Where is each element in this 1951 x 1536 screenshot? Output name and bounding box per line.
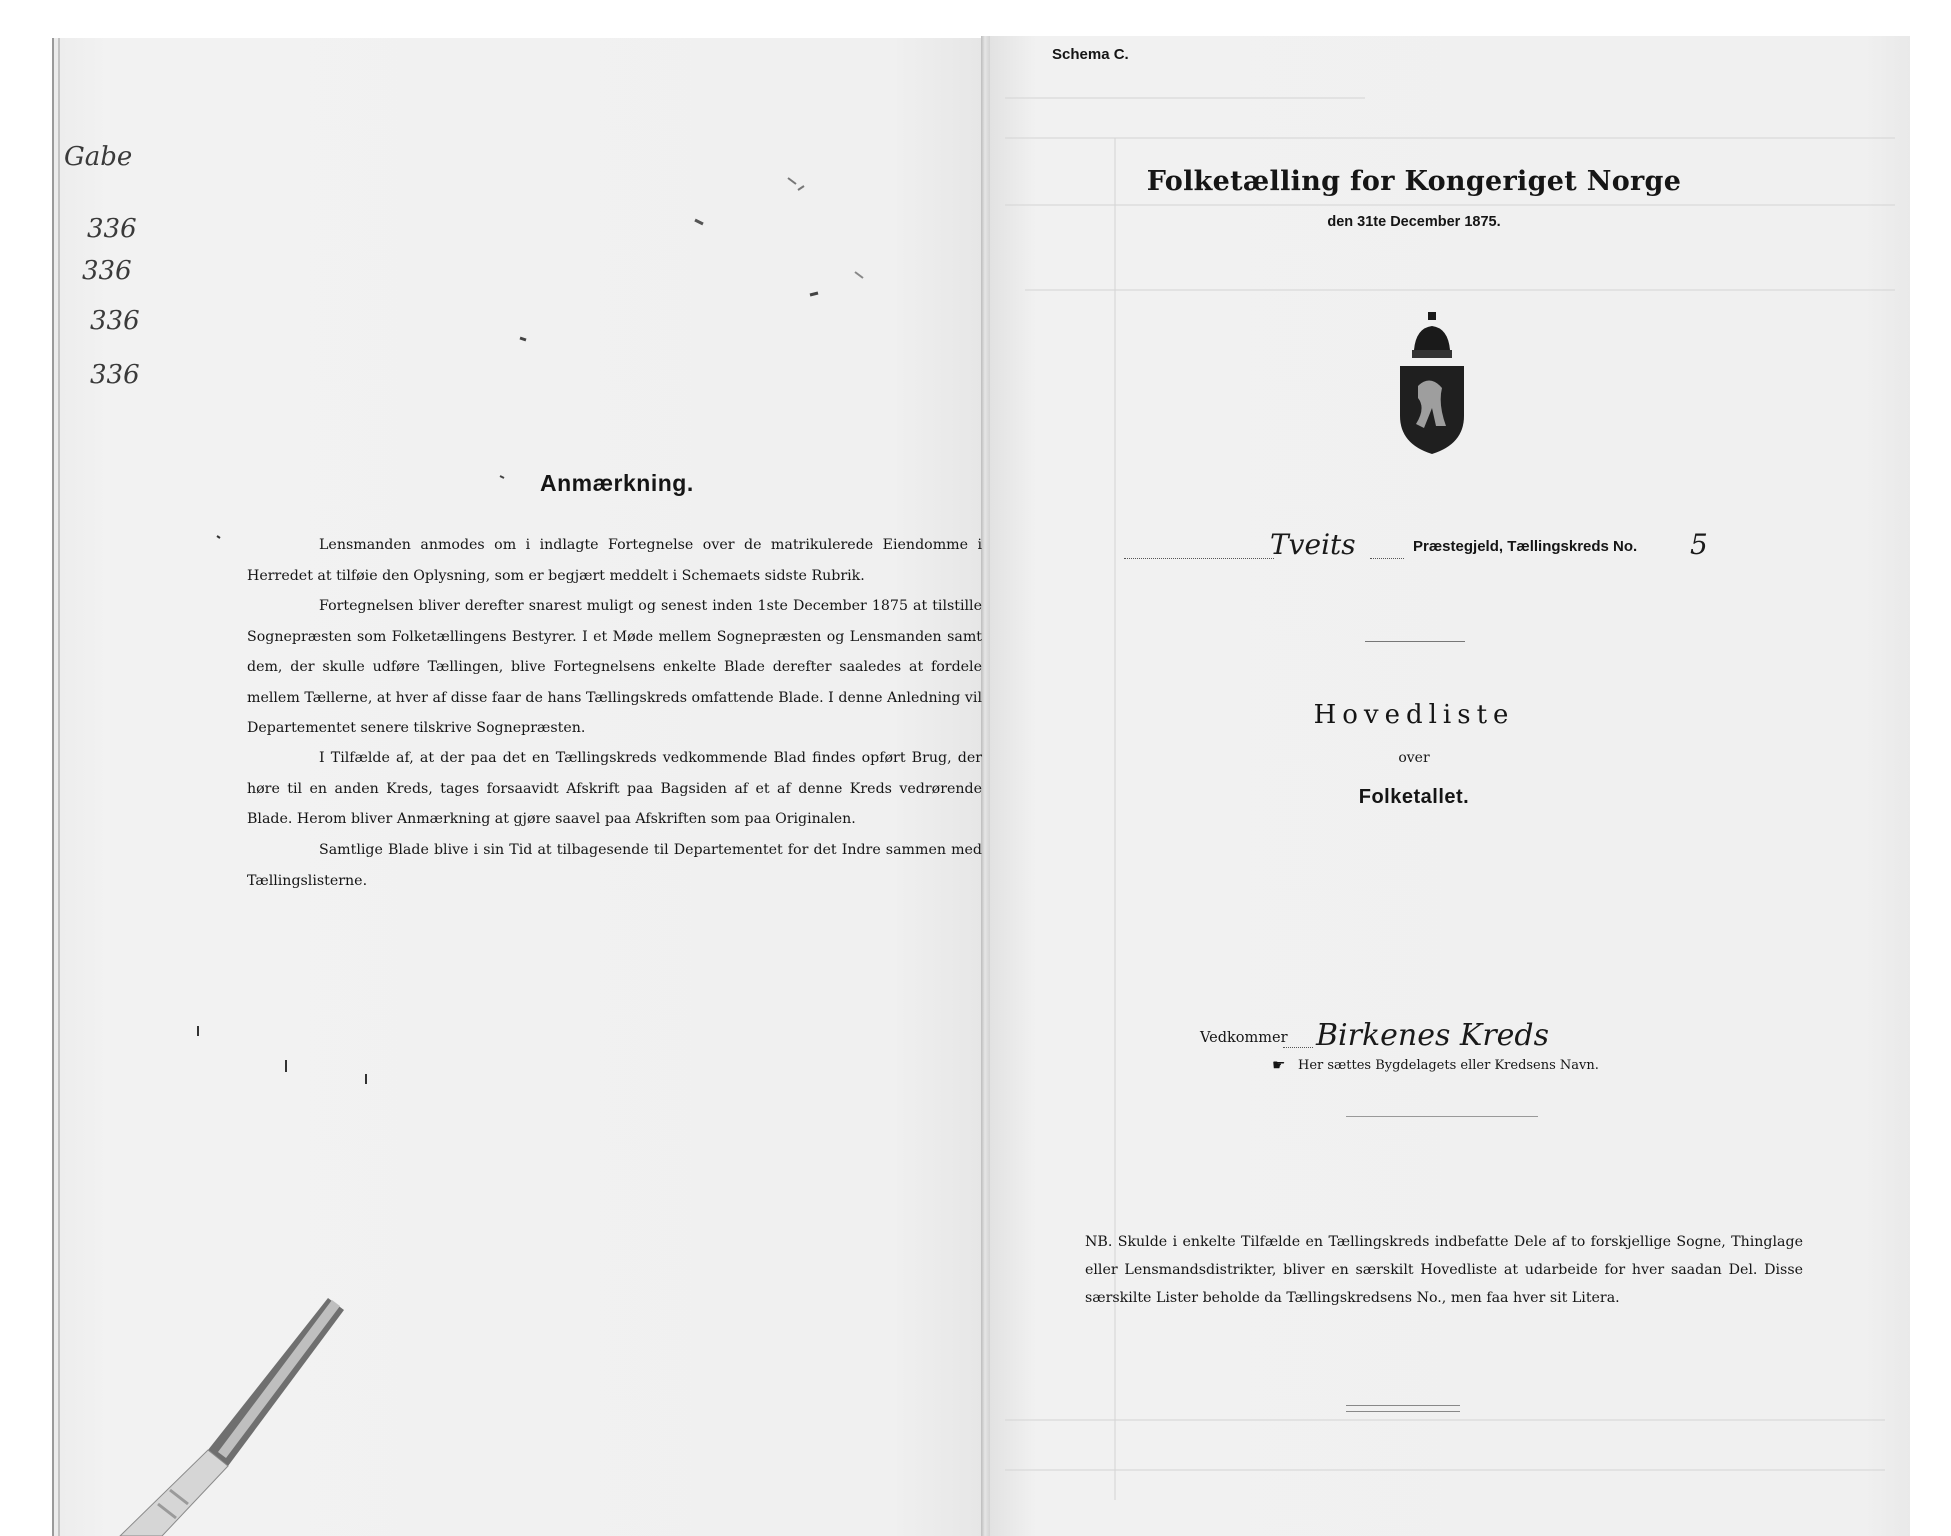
margin-number: 336 [82, 256, 132, 286]
vedkommer-dotted-lead [1283, 1047, 1313, 1048]
divider-rule [1346, 1411, 1460, 1412]
parish-name-handwritten: Tveits [1270, 528, 1356, 561]
anmaerkning-title: Anmærkning. [540, 470, 694, 496]
ink-specks [200, 160, 900, 1160]
margin-number: 336 [87, 214, 137, 244]
vedkommer-handwritten: Birkenes Kreds [1316, 1018, 1550, 1053]
schema-label: Schema C. [1052, 46, 1129, 63]
nb-note: NB. Skulde i enkelte Tilfælde en Tællingskreds indbefatte Dele af to forskjellige Sogne, Thinglage eller Lensmandsdistrikter, bliver en særskilt Hovedliste at udarbeide for hver saadan Del. Disse særskilte Lister beholde da Tællingskredsens No., men faa hver sit Litera. [1085, 1234, 1803, 1306]
margin-word: Gabe [64, 142, 133, 172]
vedkommer-instruction: Her sættes Bygdelagets eller Kredsens Navn. [1298, 1058, 1599, 1073]
parish-dotted-trail [1370, 558, 1404, 559]
pointing-hand-icon: ☛ [1272, 1056, 1286, 1074]
coat-of-arms-icon [1392, 308, 1472, 458]
divider-rule [1346, 1116, 1538, 1117]
kreds-number-handwritten: 5 [1690, 528, 1708, 561]
anmaerkning-paragraph: Lensmanden anmodes om i indlagte Fortegnelse over de matrikulerede Eiendomme i Herredet at tilføie den Oplysning, som er begjært meddelt i Schemaets sidste Rubrik. [247, 537, 982, 584]
parish-dotted-lead [1124, 558, 1274, 559]
vedkommer-label: Vedkommer [1200, 1030, 1288, 1046]
margin-fragment [52, 138, 140, 408]
anmaerkning-paragraph: Fortegnelsen bliver derefter snarest muligt og senest inden 1ste December 1875 at tilstille Sognepræsten som Folketællingens Bestyrer. I et Møde mellem Sognepræsten og Lensmanden samt dem, der skulle udføre Tællingen, blive Fortegnelsens enkelte Blade derefter saaledes at fordele mellem Tællerne, at hver af disse faar de hans Tællingskreds omfattende Blade. I denne Anledning vil Departementet senere tilskrive Sognepræsten. [247, 598, 982, 736]
main-title: Folketælling for Kongeriget Norge [1146, 166, 1682, 197]
divider-rule [1346, 1405, 1460, 1406]
folketallet-title: Folketallet. [1358, 786, 1470, 808]
pen-image [100, 1290, 360, 1536]
margin-number: 336 [90, 360, 140, 390]
anmaerkning-paragraph: Samtlige Blade blive i sin Tid at tilbagesende til Departementet for det Indre sammen med Tællingslisterne. [247, 842, 982, 889]
anmaerkning-paragraph: I Tilfælde af, at der paa det en Tællingskreds vedkommende Blad findes opført Brug, der høre til en anden Kreds, tages forsaavidt Afskrift paa Bagsiden af et af denne Kreds vedrørende Blade. Herom bliver Anmærkning at gjøre saavel paa Afskriften som paa Originalen. [247, 750, 982, 827]
margin-number: 336 [90, 306, 140, 336]
over-label: over [1398, 750, 1430, 766]
hovedliste-title: Hovedliste [1313, 700, 1515, 730]
divider-rule [1365, 641, 1465, 642]
census-date: den 31te December 1875. [1327, 214, 1501, 230]
parish-label: Præstegjeld, Tællingskreds No. [1413, 538, 1638, 555]
